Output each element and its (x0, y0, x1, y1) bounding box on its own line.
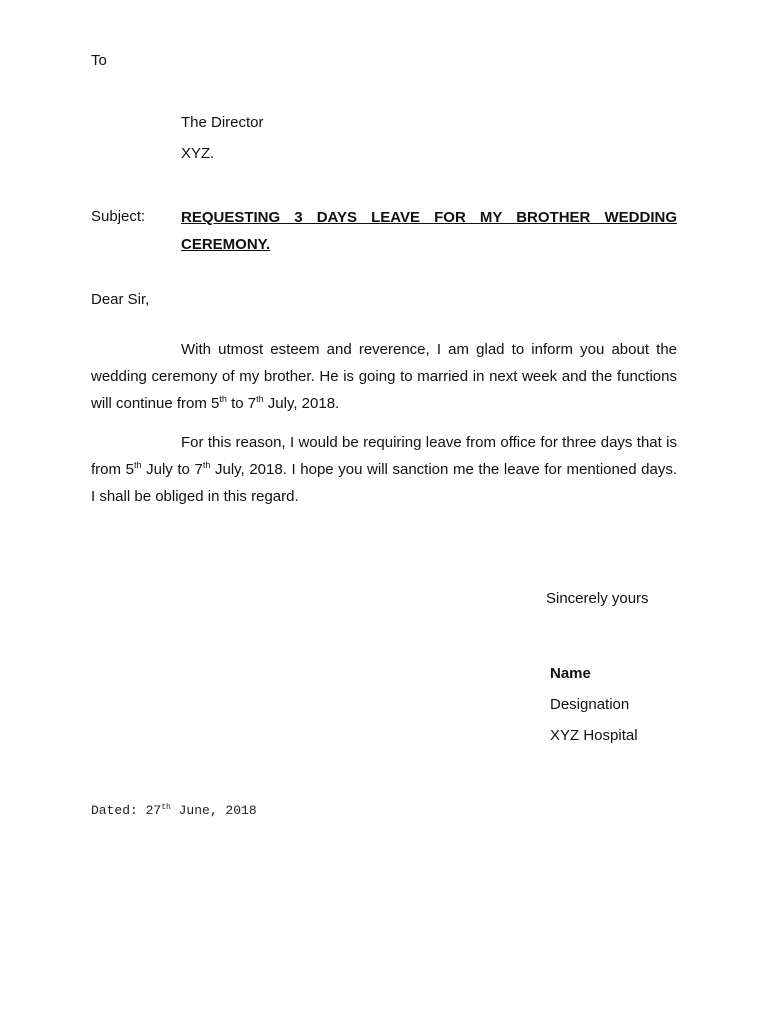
ordinal-suffix: th (219, 394, 227, 404)
body-paragraph-1 (91, 336, 677, 417)
subject-label: Subject: (91, 208, 146, 225)
addressee-organization: XYZ. (181, 145, 215, 162)
paragraph-1-line-3 (91, 390, 677, 417)
subject-line-2: CEREMONY. (181, 236, 271, 253)
date-prefix: Dated: 27 (91, 803, 162, 818)
paragraph-1-line-3-part-c: July, 2018. (263, 395, 340, 412)
paragraph-2-line-2 (91, 456, 677, 483)
signature-organization: XYZ Hospital (550, 727, 638, 744)
paragraph-2-line-1: For this reason, I would be requiring leave from office for three days that is (181, 434, 677, 451)
paragraph-1-line-3-part-a: will continue from 5 (91, 395, 220, 412)
date-ordinal-suffix: th (161, 803, 171, 812)
ordinal-suffix: th (256, 394, 264, 404)
paragraph-1-line-2: wedding ceremony of my brother. He is going to married in next week and the functions (91, 368, 677, 385)
paragraph-1-line-1: With utmost esteem and reverence, I am glad to inform you about the (181, 341, 677, 358)
subject-text (181, 204, 677, 258)
ordinal-suffix: th (133, 460, 142, 470)
ordinal-suffix: th (202, 460, 211, 470)
subject-line-1: REQUESTING 3 DAYS LEAVE FOR MY BROTHER WEDDING (181, 209, 677, 226)
addressee: The Director (181, 114, 264, 131)
paragraph-2-line-2-part-b: July to 7 (141, 461, 203, 478)
to-label: To (91, 52, 107, 69)
paragraph-2-line-2-part-c: July, 2018. I hope you will sanction me the leave for mentioned days. (210, 461, 677, 478)
salutation: Dear Sir, (91, 291, 150, 308)
signature-name: Name (550, 665, 591, 682)
date-suffix: June, 2018 (170, 803, 257, 818)
body-paragraph-2 (91, 429, 677, 510)
paragraph-2-line-2-part-a: from 5 (91, 461, 134, 478)
signature-designation: Designation (550, 696, 630, 713)
paragraph-2-line-3: I shall be obliged in this regard. (91, 488, 299, 505)
date-line (91, 802, 257, 820)
closing: Sincerely yours (546, 590, 649, 607)
paragraph-1-line-3-part-b: to 7 (226, 395, 257, 412)
